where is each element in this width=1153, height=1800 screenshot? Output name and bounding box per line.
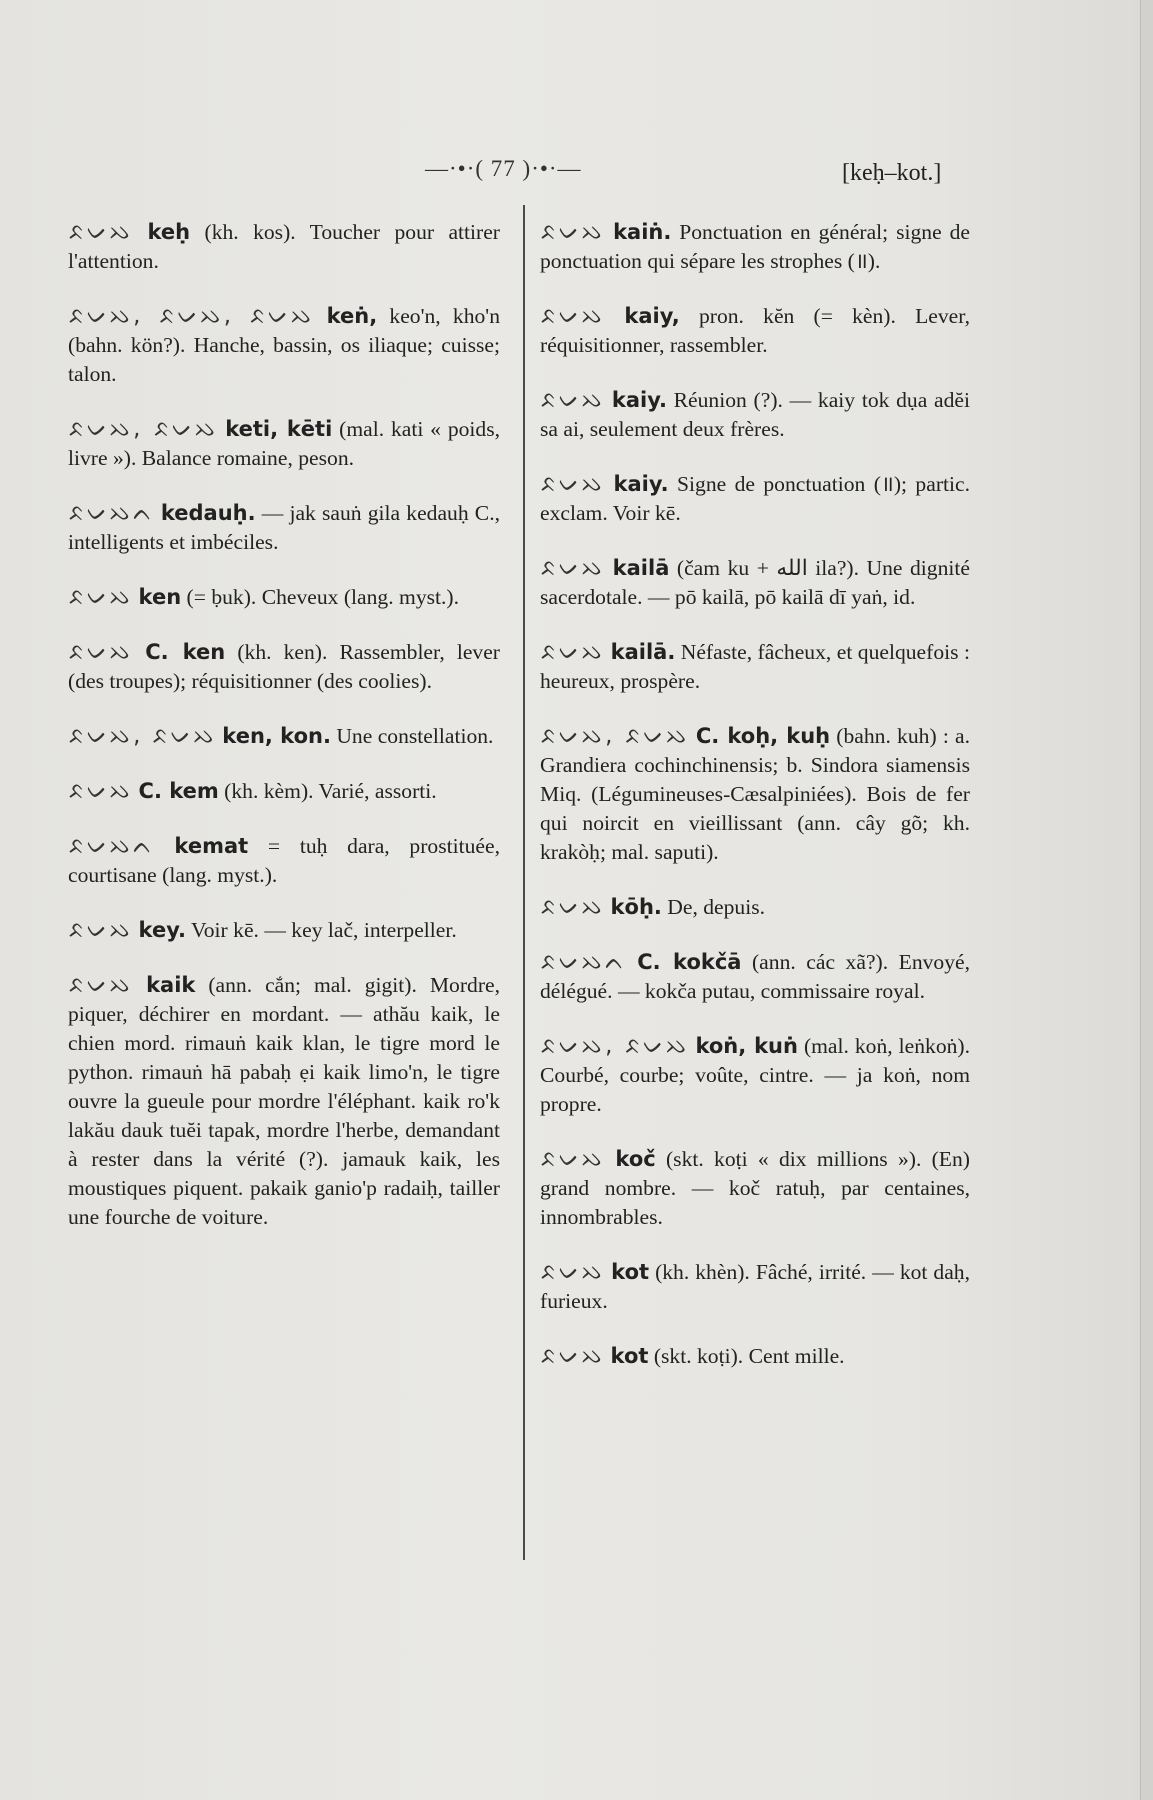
dictionary-entry xyxy=(68,415,500,473)
definition: (= ḅuk). Cheveux (lang. myst.). xyxy=(181,585,460,609)
headword: kedauḥ. xyxy=(160,501,256,525)
dictionary-entry xyxy=(540,1145,970,1232)
right-column xyxy=(540,218,970,1397)
definition: — jak sauṅ gila kedauḥ C., intelligents et imbéciles. xyxy=(68,501,500,554)
headword: keṅ, xyxy=(326,304,378,328)
headword: kaiy. xyxy=(611,388,667,412)
cham-script: ᨅᨆᨇ xyxy=(540,303,606,329)
definition: pron. kĕn (= kèn). Lever, réquisitionner, rassembler. xyxy=(540,304,970,357)
headword: kaiṅ. xyxy=(613,220,672,244)
definition: De, depuis. xyxy=(661,895,766,919)
headword: C. koḥ, kuḥ xyxy=(695,724,831,748)
dictionary-entry xyxy=(540,554,970,612)
definition: (mal. koṅ, leṅkoṅ). Courbé, courbe; voûte, cintre. — ja koṅ, nom propre. xyxy=(540,1034,971,1116)
cham-script: ᨅᨆᨇ, ᨅᨆᨇ xyxy=(540,723,690,749)
headword: keti, kēti xyxy=(225,417,333,441)
headword: ken xyxy=(138,585,182,609)
cham-script: ᨅᨆᨇ xyxy=(68,778,134,804)
cham-script: ᨅᨆᨇ, ᨅᨆᨇ xyxy=(68,723,217,749)
headword: C. kokčā xyxy=(637,950,742,974)
definition: Néfaste, fâcheux, et quelquefois : heureux, prospère. xyxy=(540,640,970,693)
definition: Signe de ponctuation (॥); partic. exclam. Voir kē. xyxy=(540,472,970,525)
dictionary-entry xyxy=(540,722,970,867)
cham-script: ᨅᨆᨇ xyxy=(68,917,134,943)
cham-script: ᨅᨆᨇ xyxy=(68,639,134,665)
headword: C. kem xyxy=(138,779,219,803)
cham-script: ᨅᨆᨇ, ᨅᨆᨇ xyxy=(68,416,219,442)
dictionary-entry xyxy=(540,948,970,1006)
cham-script: ᨅᨆᨇ xyxy=(68,972,134,998)
cham-script: ᨅᨆᨇ xyxy=(68,219,134,245)
definition: keo'n, kho'n (bahn. kön?). Hanche, bassin, os iliaque; cuisse; talon. xyxy=(68,304,500,386)
dictionary-entry xyxy=(68,302,500,389)
headword: ken, kon. xyxy=(222,724,331,748)
dictionary-entry xyxy=(540,1342,970,1371)
page-number: —·•·( 77 )·•·— xyxy=(425,156,582,181)
definition: (ann. các xã?). Envoyé, délégué. — kokča putau, commissaire royal. xyxy=(540,950,970,1003)
headword: key. xyxy=(138,918,186,942)
dictionary-entry xyxy=(540,638,970,696)
cham-script: ᨅᨆᨇ xyxy=(540,639,606,665)
definition: Une constellation. xyxy=(330,724,494,748)
definition: (kh. ken). Rassembler, lever (des troupes); réquisitionner (des coolies). xyxy=(68,640,500,693)
dictionary-entry xyxy=(68,971,500,1232)
headword: koṅ, kuṅ xyxy=(695,1034,798,1058)
cham-script: ᨅᨆᨇᨈ xyxy=(540,949,627,975)
definition: Réunion (?). — kaiy tok dụa adĕi sa ai, seulement deux frères. xyxy=(540,388,970,441)
dictionary-entry xyxy=(540,893,970,922)
definition: (čam ku + الله ila?). Une dignité sacerdotale. — pō kailā, pō kailā dī yaṅ, id. xyxy=(540,556,970,609)
definition: (mal. kati « poids, livre »). Balance romaine, peson. xyxy=(68,417,501,470)
headword: kaiy, xyxy=(624,304,680,328)
definition: (skt. koṭi). Cent mille. xyxy=(648,1344,845,1368)
headword: kot xyxy=(611,1260,650,1284)
cham-script: ᨅᨆᨇ xyxy=(540,894,606,920)
headword: kemat xyxy=(174,834,249,858)
cham-script: ᨅᨆᨇ xyxy=(540,1146,606,1172)
dictionary-entry xyxy=(68,583,500,612)
headword: keḥ xyxy=(147,220,191,244)
cham-script: ᨅᨆᨇᨈ xyxy=(68,500,155,526)
cham-script: ᨅᨆᨇ xyxy=(540,471,606,497)
headword: kaiy. xyxy=(613,472,669,496)
dictionary-entry xyxy=(540,386,970,444)
dictionary-entry xyxy=(540,302,970,360)
definition: (skt. koṭi « dix millions »). (En) grand nombre. — koč ratuḥ, par centaines, innombrables. xyxy=(540,1147,970,1229)
dictionary-entry xyxy=(540,1032,970,1119)
definition: (ann. cắn; mal. gigit). Mordre, piquer, déchirer en mordant. — athău kaik, le chien mord. rimauṅ kaik klan, le tigre mord le python. rimauṅ hā pabaḥ ẹi kaik limo'n, le tigre ouvre la gueule pour mordre l'éléphant. kaik ro'k lakău dauk tuĕi tapak, mordre l'herbe, demandant à rester dans la vérité (?). jamauk kaik, les moustiques piquent. pakaik ganio'p radaiḥ, tailler une fourche de voiture. xyxy=(68,973,500,1229)
headword: C. ken xyxy=(145,640,226,664)
definition: (kh. kos). Toucher pour attirer l'attention. xyxy=(68,220,500,273)
cham-script: ᨅᨆᨇ xyxy=(540,219,606,245)
definition: = tuḥ dara, prostituée, courtisane (lang. myst.). xyxy=(68,834,500,887)
dictionary-entry xyxy=(68,638,500,696)
definition: (bahn. kuh) : a. Grandiera cochinchinensis; b. Sindora siamensis Miq. (Légumineuses-Cæsalpiniées). Bois de fer qui noircit en vieillissant (ann. cây gõ; kh. krakòḥ; mal. saputi). xyxy=(540,724,970,864)
page-edge xyxy=(1140,0,1153,1800)
definition: Voir kē. — key lač, interpeller. xyxy=(185,918,457,942)
definition: (kh. khèn). Fâché, irrité. — kot daḥ, furieux. xyxy=(540,1260,971,1313)
dictionary-entry xyxy=(540,218,970,276)
cham-script: ᨅᨆᨇᨈ xyxy=(68,833,155,859)
cham-script: ᨅᨆᨇ xyxy=(540,387,606,413)
column-divider xyxy=(523,205,525,1560)
cham-script: ᨅᨆᨇ xyxy=(540,555,606,581)
headword: kōḥ. xyxy=(610,895,662,919)
headword: kailā xyxy=(612,556,670,580)
headword: kaik xyxy=(146,973,196,997)
headword: koč xyxy=(615,1147,656,1171)
dictionary-entry xyxy=(68,499,500,557)
dictionary-entry xyxy=(540,470,970,528)
cham-script: ᨅᨆᨇ xyxy=(540,1343,606,1369)
dictionary-entry xyxy=(68,832,500,890)
dictionary-entry xyxy=(68,722,500,751)
headword: kot xyxy=(610,1344,649,1368)
cham-script: ᨅᨆᨇ, ᨅᨆᨇ xyxy=(540,1033,690,1059)
definition: (kh. kèm). Varié, assorti. xyxy=(218,779,437,803)
definition: Ponctuation en général; signe de ponctuation qui sépare les strophes (॥). xyxy=(540,220,970,273)
cham-script: ᨅᨆᨇ, ᨅᨆᨇ, ᨅᨆᨇ xyxy=(68,303,315,329)
cham-script: ᨅᨆᨇ xyxy=(540,1259,606,1285)
headword: kailā. xyxy=(610,640,676,664)
dictionary-entry xyxy=(68,916,500,945)
cham-script: ᨅᨆᨇ xyxy=(68,584,134,610)
dictionary-entry xyxy=(68,218,500,276)
dictionary-entry xyxy=(540,1258,970,1316)
left-column xyxy=(68,218,500,1258)
dictionary-entry xyxy=(68,777,500,806)
entry-range: [keḥ–kot.] xyxy=(842,160,942,186)
